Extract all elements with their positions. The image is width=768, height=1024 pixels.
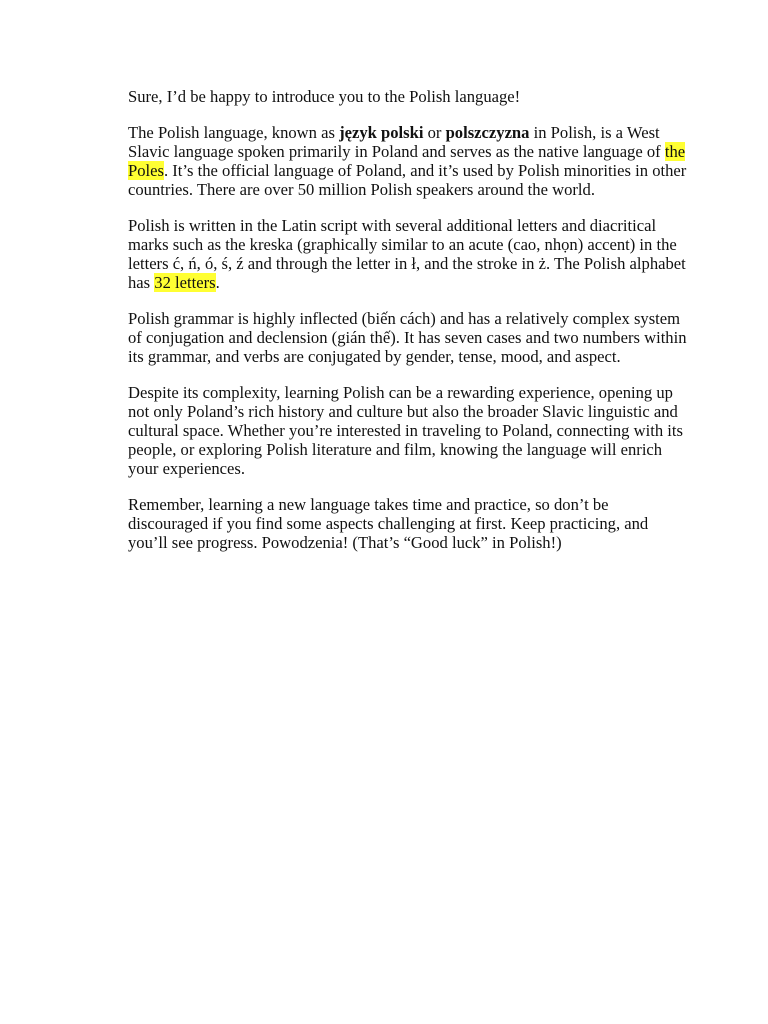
paragraph-polish-language	[128, 123, 690, 199]
paragraph-text: Remember, learning a new language takes time and practice, so don’t be discouraged if you find some aspects challenging at first. Keep practicing, and you’ll see progress. Powodzenia! (That’s “Good luck” in Polish!)	[128, 495, 649, 552]
paragraph-grammar	[128, 309, 690, 366]
highlight-the-poles: the Poles	[128, 142, 686, 180]
intro-paragraph	[128, 87, 690, 106]
paragraph-text: Polish is written in the Latin script with several additional letters and diacritical marks such as the kreska (graphically similar to an acute (cao, nhọn) accent) in the letters ć, ń, ó, ś, ź and through the letter in ł, and the stroke in ż. The Polish alphabet has	[128, 216, 686, 292]
intro-text: Sure, I’d be happy to introduce you to the Polish language!	[128, 87, 521, 106]
paragraph-closing	[128, 495, 690, 552]
bold-term-polszczyzna: polszczyzna	[445, 123, 530, 142]
paragraph-text: .	[215, 273, 220, 292]
paragraph-text: . It’s the official language of Poland, and it’s used by Polish minorities in other countries. There are over 50 million Polish speakers around the world.	[128, 161, 687, 199]
paragraph-learning	[128, 383, 690, 478]
paragraph-text: Polish grammar is highly inflected (biến cách) and has a relatively complex system of conjugation and declension (gián thế). It has seven cases and two numbers within its grammar, and verbs are conjugated by gender, tense, mood, and aspect.	[128, 309, 687, 366]
highlight-32-letters: 32 letters	[154, 273, 216, 292]
bold-term-jezyk-polski: język polski	[339, 123, 424, 142]
document-body	[128, 87, 690, 569]
paragraph-alphabet	[128, 216, 690, 292]
paragraph-text: Despite its complexity, learning Polish can be a rewarding experience, opening up not only Poland’s rich history and culture but also the broader Slavic linguistic and cultural space. Whether you’re interested in traveling to Poland, connecting with its people, or exploring Polish literature and film, knowing the language will enrich your experiences.	[128, 383, 683, 478]
paragraph-text: or	[423, 123, 446, 142]
paragraph-text: The Polish language, known as	[128, 123, 340, 142]
paragraph-text: in Polish, is a West Slavic language spoken primarily in Poland and serves as the native language of	[128, 123, 665, 161]
